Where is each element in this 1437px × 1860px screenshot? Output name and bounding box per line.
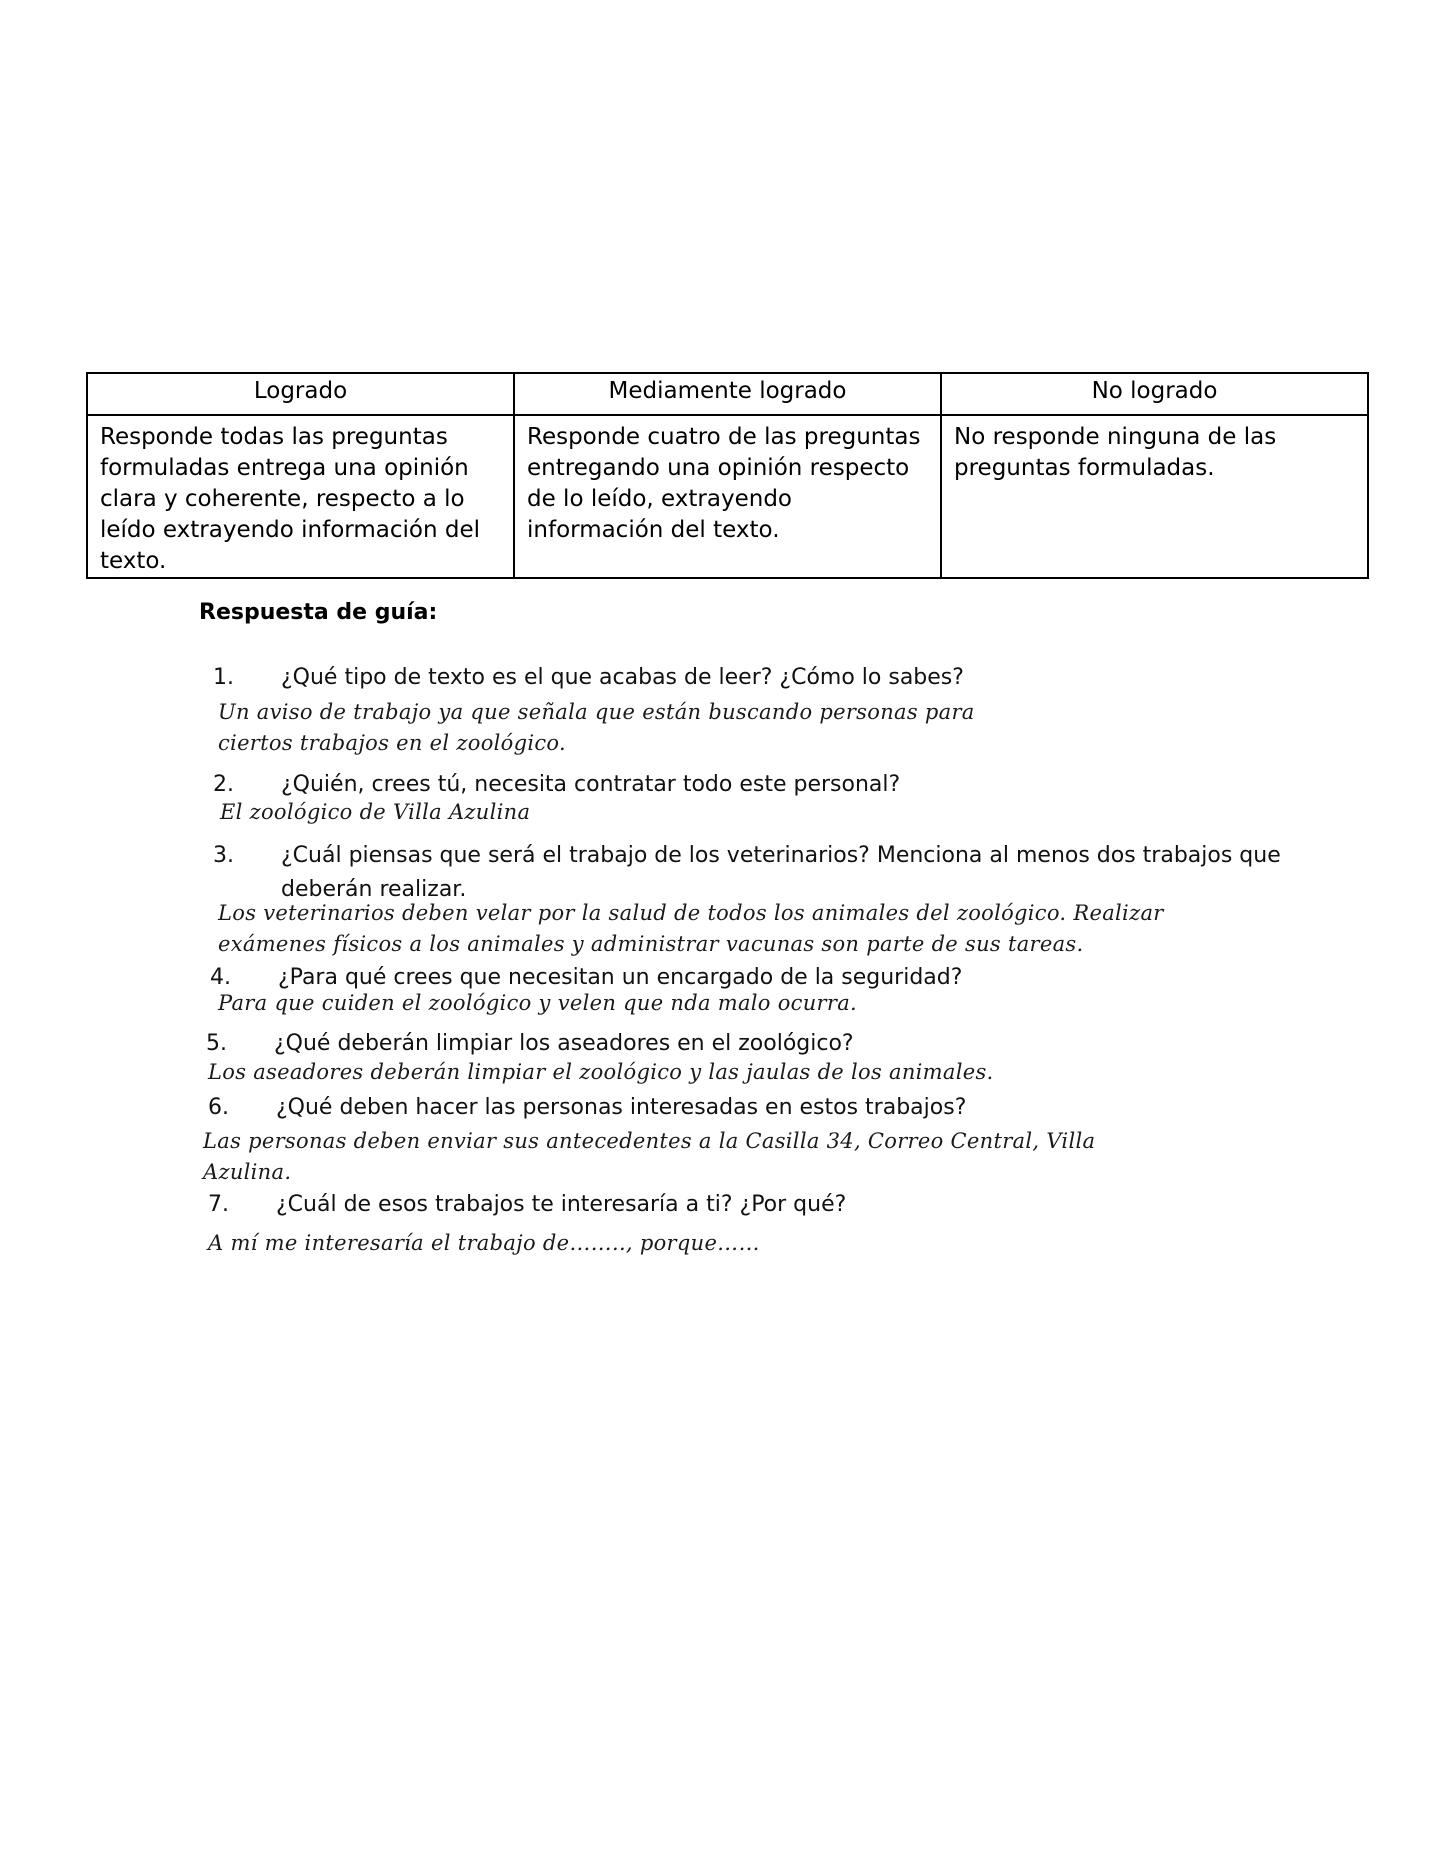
rubric-cell-mediamente-logrado: Responde cuatro de las preguntas entregando una opinión respecto de lo leído, extrayendo información del texto. [514, 415, 941, 578]
question-text: ¿Cuál de esos trabajos te interesaría a ti? ¿Por qué? [276, 1192, 847, 1217]
answer-5 [208, 1057, 994, 1088]
question-number: 4. [210, 965, 231, 990]
answer-line: exámenes físicos a los animales y administrar vacunas son parte de sus tareas. [218, 932, 1084, 956]
question-1 [213, 661, 964, 695]
answer-line: Azulina. [203, 1160, 292, 1184]
answer-2 [220, 797, 530, 828]
answer-line: Para que cuiden el zoológico y velen que nda malo ocurra. [218, 991, 858, 1015]
question-text: ¿Cuál piensas que será el trabajo de los veterinarios? Menciona al menos dos trabajos que [281, 843, 1281, 868]
question-text: ¿Qué tipo de texto es el que acabas de leer? ¿Cómo lo sabes? [281, 665, 964, 690]
answer-line: Un aviso de trabajo ya que señala que están buscando personas para [218, 700, 975, 724]
rubric-header-mediamente-logrado: Mediamente logrado [514, 373, 941, 415]
rubric-criteria-row [87, 415, 1368, 578]
answer-line: El zoológico de Villa Azulina [220, 800, 531, 824]
question-number: 5. [206, 1031, 227, 1056]
question-6 [208, 1091, 966, 1125]
answer-line: ciertos trabajos en el zoológico. [218, 731, 566, 755]
question-text-continuation: deberán realizar. [281, 877, 467, 902]
rubric-cell-logrado: Responde todas las preguntas formuladas entrega una opinión clara y coherente, respecto a lo leído extrayendo información del texto. [87, 415, 514, 578]
question-5 [206, 1027, 854, 1061]
question-number: 7. [208, 1192, 229, 1217]
rubric-table [86, 372, 1369, 579]
question-number: 6. [208, 1095, 229, 1120]
question-text: ¿Qué deben hacer las personas interesadas en estos trabajos? [276, 1095, 967, 1120]
question-number: 3. [213, 843, 234, 868]
rubric-header-row [87, 373, 1368, 415]
rubric-cell-no-logrado: No responde ninguna de las preguntas formuladas. [941, 415, 1368, 578]
question-number: 1. [213, 665, 234, 690]
answer-line: Los veterinarios deben velar por la salud de todos los animales del zoológico. Realizar [218, 901, 1164, 925]
rubric-header-no-logrado: No logrado [941, 373, 1368, 415]
guide-heading: Respuesta de guía: [199, 600, 438, 625]
question-3 [213, 839, 1281, 907]
answer-7 [208, 1228, 760, 1259]
answer-line: Las personas deben enviar sus antecedentes a la Casilla 34, Correo Central, Villa [203, 1129, 1096, 1153]
question-text: ¿Quién, crees tú, necesita contratar todo este personal? [281, 772, 901, 797]
answer-1 [218, 697, 975, 759]
answer-3 [218, 898, 1164, 960]
question-number: 2. [213, 772, 234, 797]
rubric-header-logrado: Logrado [87, 373, 514, 415]
question-text: ¿Para qué crees que necesitan un encargado de la seguridad? [278, 965, 963, 990]
answer-4 [218, 988, 857, 1019]
answer-line: A mí me interesaría el trabajo de…….., porque…… [208, 1231, 760, 1255]
question-text: ¿Qué deberán limpiar los aseadores en el zoológico? [274, 1031, 854, 1056]
answer-line: Los aseadores deberán limpiar el zoológico y las jaulas de los animales. [208, 1060, 994, 1084]
question-7 [208, 1188, 846, 1222]
answer-6 [203, 1126, 1095, 1188]
